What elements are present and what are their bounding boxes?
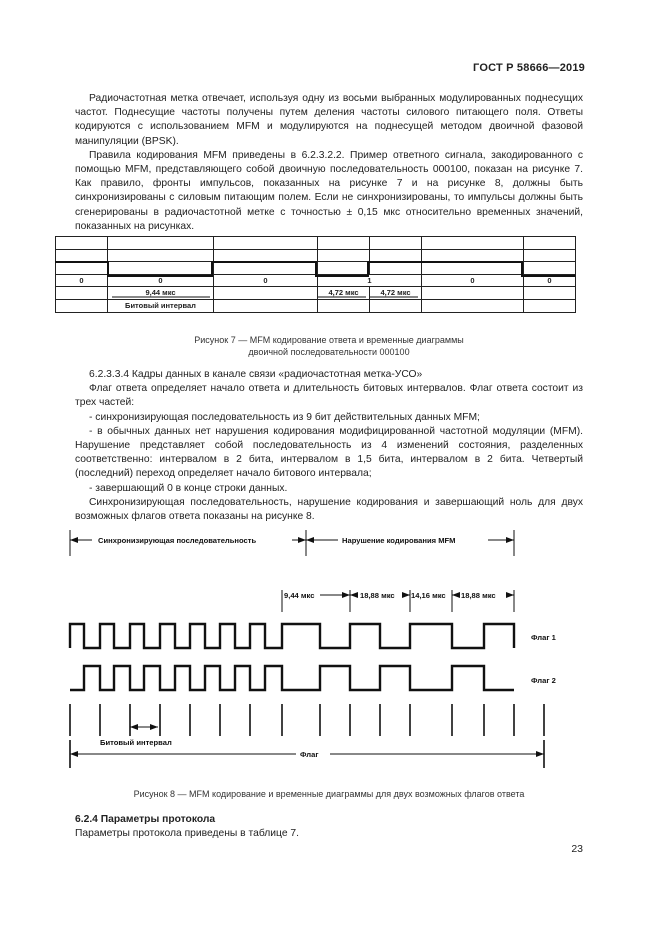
interval-944: 9,44 мкс xyxy=(108,287,214,300)
bit-interval-label: Битовый интервал xyxy=(108,299,214,312)
flag-label: Флаг xyxy=(300,750,319,759)
flag2-waveform xyxy=(70,666,514,690)
section-6-2-4-text: Параметры протокола приведены в таблице 7. xyxy=(75,828,299,840)
timing-label-4: 18,88 мкс xyxy=(461,591,496,600)
timing-label-3: 14,16 мкс xyxy=(411,591,446,600)
bit-1: 0 xyxy=(108,274,214,287)
bit-interval-label-fig8: Битовый интервал xyxy=(100,738,172,747)
bit-5: 0 xyxy=(524,274,576,287)
mfm-violation-label: Нарушение кодирования MFM xyxy=(342,536,456,545)
section-6-2-3-3-4: 6.2.3.3.4 Кадры данных в канале связи «радиочастотная метка-УСО» xyxy=(89,369,423,380)
sync-sequence-label: Синхронизирующая последовательность xyxy=(98,536,257,545)
bit-2: 0 xyxy=(214,274,318,287)
timing-label-1: 9,44 мкс xyxy=(284,591,315,600)
bit-0: 0 xyxy=(56,274,108,287)
paragraph-mfm-rules: Правила кодирования MFM приведены в 6.2.3.2.2. Пример ответного сигнала, закодированного с помощью MFM, представляющего собой двоичную последовательность 000100, показан на рисунке 7. Как правило, фронты импульсов, показанных на рисунке 7 и на рисунке 8, должны быть синхронизированы с силовым питающим полем. Если не синхронизированы, то импульсы должны быть сгенерированы в радиочастотной метке с точностью ± 0,15 мкс относительно временных значений, показанных на рисунках. xyxy=(75,149,583,232)
violation-472-a: 4,72 мкс xyxy=(318,287,370,300)
list-item-sync: - синхронизирующая последовательность из 9 бит действительных данных MFM; xyxy=(89,411,480,423)
paragraph-figure8-ref: Синхронизирующая последовательность, нарушение кодирования и завершающий ноль для двух возможных флагов ответа показаны на рисунке 8. xyxy=(75,496,583,523)
figure8-caption: Рисунок 8 — MFM кодирование и временные диаграммы для двух возможных флагов ответа xyxy=(133,789,525,799)
paragraph-flag: Флаг ответа определяет начало ответа и длительность битовых интервалов. Флаг ответа состоит из трех частей: xyxy=(75,383,583,409)
section-6-2-4 xyxy=(75,813,583,841)
standard-header: ГОСТ Р 58666—2019 xyxy=(473,62,585,74)
page-number: 23 xyxy=(571,843,583,855)
bit-4: 0 xyxy=(422,274,524,287)
timing-label-2: 18,88 мкс xyxy=(360,591,395,600)
flag1-waveform xyxy=(70,624,514,648)
paragraph-rf-tag-response: Радиочастотная метка отвечает, используя одну из восьми выбранных модулированных поднесущих частот. Поднесущие частоты получены путем деления частоты силового питающего поля. Ответы кодируются с использованием MFM и модулируются на поднесущей методом двоичной фазовой манипуляции (BPSK). xyxy=(75,93,583,147)
violation-472-b: 4,72 мкс xyxy=(370,287,422,300)
flag1-label: Флаг 1 xyxy=(531,633,556,642)
section-6-2-4-title: 6.2.4 Параметры протокола xyxy=(75,814,216,825)
list-item-end-zero: - завершающий 0 в конце строки данных. xyxy=(89,482,288,494)
figure7-caption-line2: двоичной последовательности 000100 xyxy=(248,347,410,357)
list-item-violation: - в обычных данных нет нарушения кодирования модифицированной частотной модуляции (MFM). Нарушение представляет собой последовательность из 4 изменений состояния, разделенных соответственно: интервалом в 2 бита, интервалом в 1,5 бита, интервалом в 2 бита. Четвертый (последний) переход определяет начало битового интервала; xyxy=(75,425,583,480)
bit-3: 1 xyxy=(318,274,422,287)
figure7-caption-line1: Рисунок 7 — MFM кодирование ответа и временные диаграммы xyxy=(194,335,464,345)
flag2-label: Флаг 2 xyxy=(531,676,556,685)
